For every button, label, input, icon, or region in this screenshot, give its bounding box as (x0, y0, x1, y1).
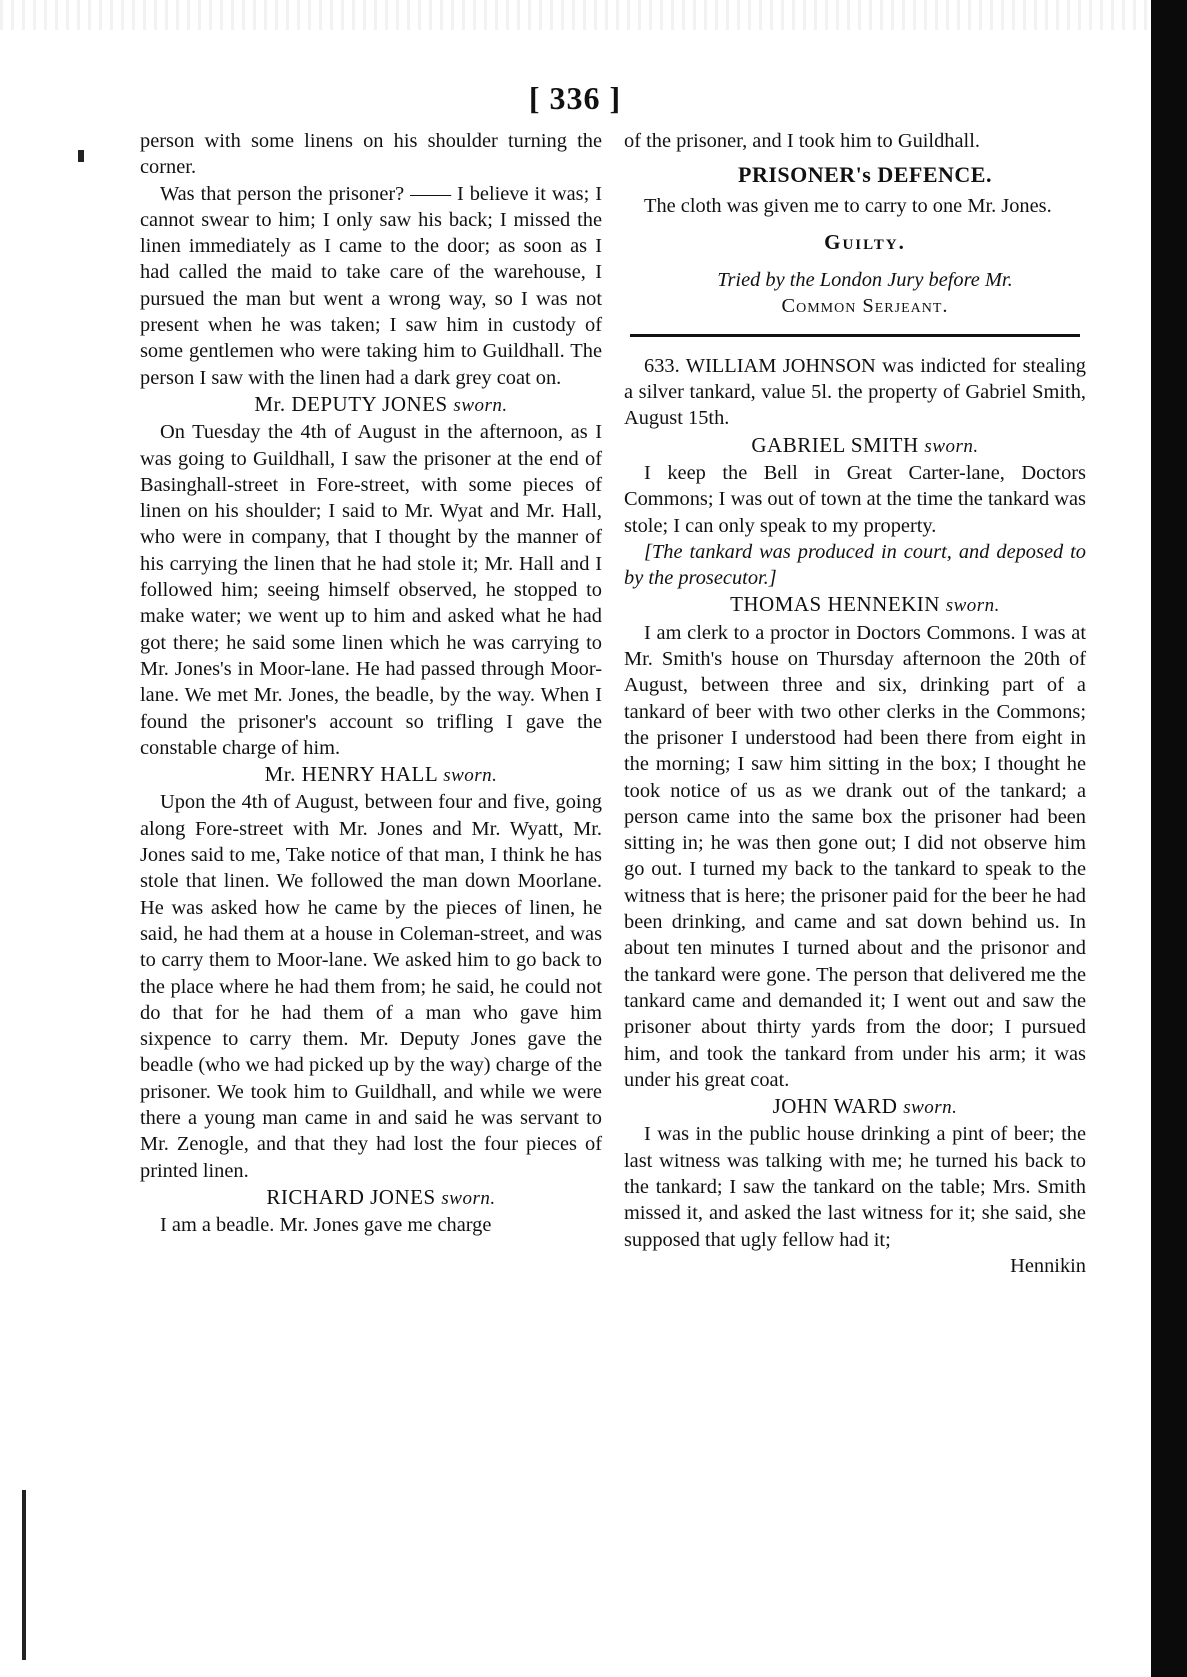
witness-heading: Mr. HENRY HALL sworn. (264, 762, 498, 787)
witness-heading: Mr. DEPUTY JONES sworn. (254, 391, 508, 416)
paragraph: On Tuesday the 4th of August in the afternoon, as I was going to Guildhall, I saw the prisoner at the end of Basinghall-street in Fore-street, with some pieces of linen on his shoulder; I said to Mr. Wyat and Mr. Hall, who were in company, that I thought by the manner of his carrying the linen that he had stole it; Mr. Hall and I followed him; seeing himself observed, he stopped to make water; we went up to him and asked what he had got there; he said some linen which he was carrying to Mr. Jones's in Moor-lane. He had passed through Moor-lane. We met Mr. Jones, the beadle, by the way. When I found the prisoner's account so trifling I gave the constable charge of him. (140, 421, 602, 759)
paragraph: I am a beadle. Mr. Jones gave me charge (160, 1214, 492, 1237)
paragraph: person with some linens on his shoulder turning the corner. (140, 130, 602, 179)
defence-heading: PRISONER's DEFENCE. (738, 162, 992, 188)
paragraph: I was in the public house drinking a pint of beer; the last witness was talking with me; he turned his back to the tankard; I saw the tankard on the table; Mrs. Smith missed it, and asked the last witness for it; she said, she supposed that ugly fellow had it; (624, 1123, 1086, 1251)
catchword: Hennikin (1010, 1254, 1086, 1277)
paragraph: The cloth was given me to carry to one Mr. Jones. (644, 194, 1052, 217)
paragraph: I keep the Bell in Great Carter-lane, Doctors Commons; I was out of town at the time the tankard was stole; I can only speak to my property. (624, 461, 1086, 537)
scan-border (1151, 0, 1187, 1677)
paragraph: Was that person the prisoner? —— I believe it was; I cannot swear to him; I only saw his back; I missed the linen immediately as I came to the door; as soon as I had called the maid to take care of the warehouse, I pursued the man but went a wrong way, so I was not present when he was taken; I saw him in custody of some gentlemen who were taking him to Guildhall. The person I saw with the linen had a dark grey coat on. (140, 182, 602, 389)
paragraph: of the prisoner, and I took him to Guildhall. (624, 130, 980, 152)
verdict: Guilty. (824, 229, 906, 254)
scan-mark (22, 1490, 26, 1660)
tried-line: Tried by the London Jury before Mr. (717, 269, 1013, 292)
page-number: [ 336 ] (528, 80, 622, 116)
scan-noise (0, 0, 1150, 30)
witness-heading: JOHN WARD sworn. (772, 1094, 958, 1119)
right-column (624, 128, 1086, 1279)
left-column (140, 128, 602, 1238)
witness-heading: RICHARD JONES sworn. (266, 1184, 496, 1209)
tried-line: Common Serjeant. (781, 295, 949, 318)
scan-mark (78, 150, 84, 162)
witness-heading: THOMAS HENNEKIN sworn. (730, 592, 1000, 617)
paragraph: 633. WILLIAM JOHNSON was indicted for stealing a silver tankard, value 5l. the property of Gabriel Smith, August 15th. (624, 354, 1086, 430)
witness-heading: GABRIEL SMITH sworn. (751, 432, 979, 457)
paragraph: I am clerk to a proctor in Doctors Commons. I was at Mr. Smith's house on Thursday afternoon the 20th of August, between three and six, drinking part of a tankard of beer with two other clerks in the Commons; the prisoner I understood had been there from eight in the morning; I saw him sitting in the box; I thought he took notice of us as we drank out of the tankard; a person came into the same box the prisoner had been sitting in; he was then gone out; I did not observe him go out. I turned my back to the tankard to speak to the witness that is here; the prisoner paid for the beer he had been drinking, and came and sat down behind us. In about ten minutes I turned about and the prisonor and the tankard were gone. The person that delivered me the tankard came and demanded it; I went out and saw the prisoner about thirty yards from the door; I pursued him, and took the tankard from under his arm; it was under his great coat. (624, 621, 1086, 1091)
paragraph: Upon the 4th of August, between four and five, going along Fore-street with Mr. Jones and Mr. Wyatt, Mr. Jones said to me, Take notice of that man, I think he has stole that linen. We followed the man down Moorlane. He was asked how he came by the pieces of linen, he said, he had them at a house in Coleman-street, and was to carry them to Moor-lane. We asked him to go back to the place where he had them from; he said, he could not do that for he had them of a man who gave him sixpence to carry them. Mr. Deputy Jones gave the beadle (who we had picked up by the way) charge of the prisoner. We took him to Guildhall, and while we were there a young man came in and said he was servant to Mr. Zenogle, and that they had lost the four pieces of printed linen. (140, 791, 602, 1182)
court-note: [The tankard was produced in court, and deposed to by the prosecutor.] (624, 540, 1086, 590)
section-divider (630, 334, 1080, 337)
